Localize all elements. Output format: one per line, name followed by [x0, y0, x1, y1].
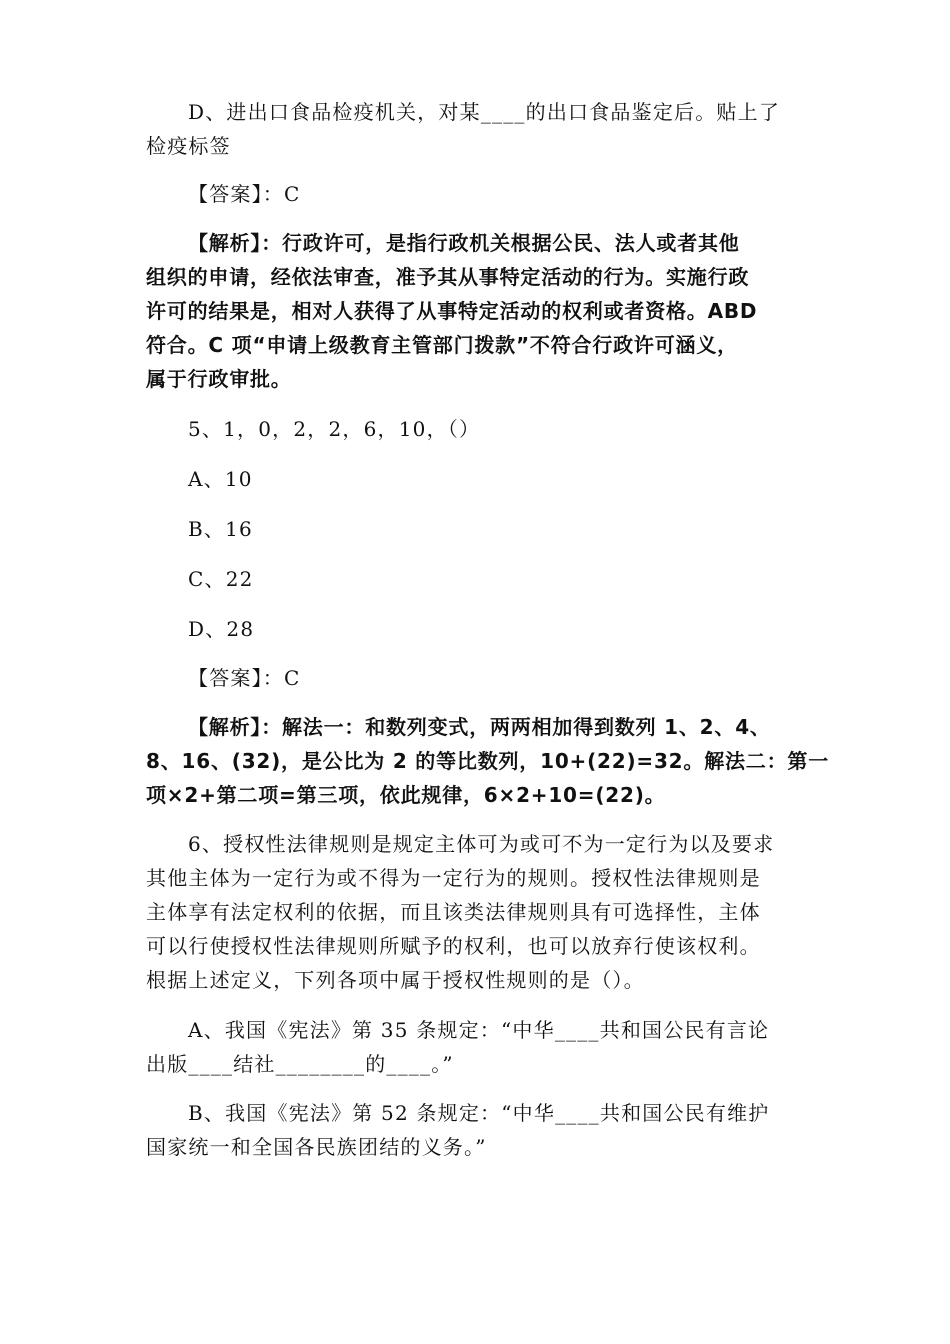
text-line: 【解析】：行政许可，是指行政机关根据公民、法人或者其他: [188, 231, 740, 255]
q4-option-d: [146, 95, 816, 163]
q5-answer: [146, 661, 816, 695]
text-line: 组织的申请，经依法审查，准予其从事特定活动的行为。实施行政: [146, 265, 750, 289]
question-text: 5、1，0，2，2，6，10，（）: [188, 417, 481, 441]
option-text: C、22: [188, 567, 254, 591]
text-line: 检疫标签: [146, 134, 231, 158]
text-line: 可以行使授权性法律规则所赋予的权利，也可以放弃行使该权利。: [146, 934, 761, 958]
text-line: 【解析】：解法一：和数列变式，两两相加得到数列 1、2、4、: [188, 715, 771, 739]
text-line: 许可的结果是，相对人获得了从事特定活动的权利或者资格。ABD: [146, 299, 758, 323]
answer-label: 【答案】：C: [188, 666, 301, 690]
option-text: D、28: [188, 617, 255, 641]
text-line: 8、16、(32)，是公比为 2 的等比数列，10+(22)=32。解法二：第一: [146, 749, 829, 773]
text-line: A、我国《宪法》第 35 条规定：“中华____共和国公民有言论: [188, 1018, 770, 1042]
q6-stem: [146, 827, 816, 997]
q5-option-d: [146, 612, 816, 646]
option-text: B、16: [188, 517, 253, 541]
text-line: D、进出口食品检疫机关，对某____的出口食品鉴定后。贴上了: [188, 100, 781, 124]
q6-option-b: [146, 1096, 816, 1164]
text-line: 6、授权性法律规则是规定主体可为或可不为一定行为以及要求: [188, 832, 775, 856]
q5-option-c: [146, 562, 816, 596]
text-line: 主体享有法定权利的依据，而且该类法律规则具有可选择性，主体: [146, 900, 761, 924]
option-text: A、10: [188, 467, 253, 491]
q4-analysis: [146, 226, 816, 396]
q5-option-b: [146, 512, 816, 546]
text-line: B、我国《宪法》第 52 条规定：“中华____共和国公民有维护: [188, 1101, 770, 1125]
text-line: 根据上述定义，下列各项中属于授权性规则的是（）。: [146, 968, 645, 992]
text-line: 其他主体为一定行为或不得为一定行为的规则。授权性法律规则是: [146, 866, 761, 890]
q5-stem: [146, 412, 816, 446]
text-line: 项×2+第二项=第三项，依此规律，6×2+10=(22)。: [146, 783, 666, 807]
text-line: 符合。C 项“申请上级教育主管部门拨款”不符合行政许可涵义，: [146, 333, 738, 357]
text-line: 出版____结社________的____。”: [146, 1052, 454, 1076]
answer-label: 【答案】：C: [188, 182, 301, 206]
text-line: 属于行政审批。: [146, 367, 292, 391]
q5-analysis: [146, 710, 829, 812]
q6-option-a: [146, 1013, 816, 1081]
q5-option-a: [146, 462, 816, 496]
text-line: 国家统一和全国各民族团结的义务。”: [146, 1135, 487, 1159]
q4-answer: [146, 177, 816, 211]
